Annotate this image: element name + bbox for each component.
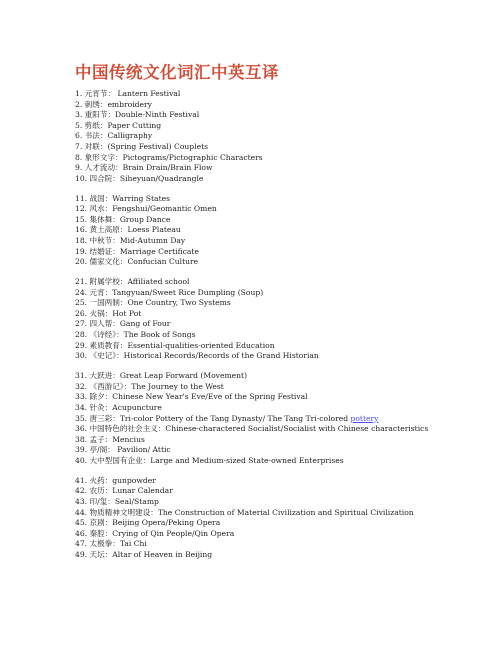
entry-text: 10. 四合院：Siheyuan/Quadrangle bbox=[75, 173, 204, 183]
glossary-entry bbox=[75, 392, 495, 403]
entry-text: 44. 物质精神文明建设：The Construction of Material Civilization and Spiritual Civilization bbox=[75, 507, 414, 517]
entry-text: 1. 元宵节： Lantern Festival bbox=[75, 89, 181, 98]
glossary-entry bbox=[75, 508, 495, 519]
glossary-entry bbox=[75, 194, 495, 205]
pottery-link[interactable]: pottery bbox=[350, 413, 379, 423]
entry-text: 3. 重阳节：Double-Ninth Festival bbox=[75, 110, 200, 120]
entry-group bbox=[75, 371, 495, 466]
glossary-entry bbox=[75, 100, 495, 111]
entry-text: 31. 大跃进：Great Leap Forward (Movement) bbox=[75, 371, 248, 381]
glossary-entry bbox=[75, 414, 495, 425]
glossary-entry bbox=[75, 539, 495, 550]
entry-text: 6. 书法：Calligraphy bbox=[75, 131, 153, 141]
entry-text: 42. 农历：Lunar Calendar bbox=[75, 486, 173, 496]
glossary-entry bbox=[75, 298, 495, 309]
glossary-entry bbox=[75, 121, 495, 132]
glossary-entry bbox=[75, 486, 495, 497]
entry-group bbox=[75, 277, 495, 362]
glossary-entry bbox=[75, 456, 495, 467]
entry-text: 34. 针灸：Acupuncture bbox=[75, 402, 162, 412]
glossary-entry bbox=[75, 424, 495, 435]
entry-text: 39. 亭/阁： Pavilion/ Attic bbox=[75, 445, 171, 455]
entry-text: 46. 秦腔：Crying of Qin People/Qin Opera bbox=[75, 528, 235, 538]
glossary-entry bbox=[75, 550, 495, 561]
entry-text: 33. 除夕：Chinese New Year's Eve/Eve of the Spring Festival bbox=[75, 392, 308, 402]
entry-group bbox=[75, 89, 495, 184]
glossary-entry bbox=[75, 341, 495, 352]
glossary-entry bbox=[75, 319, 495, 330]
entry-text: 25. 一国两制：One Country, Two Systems bbox=[75, 298, 231, 308]
entry-text: 49. 天坛：Altar of Heaven in Beijing bbox=[75, 549, 213, 559]
entry-text: 24. 元宵：Tangyuan/Sweet Rice Dumpling (Soup) bbox=[75, 287, 264, 297]
glossary-entry bbox=[75, 476, 495, 487]
glossary-entry bbox=[75, 529, 495, 540]
entry-text: 47. 太极拳：Tai Chi bbox=[75, 539, 147, 549]
entry-text: 35. 唐三彩：Tri-color Pottery of the Tang Dynasty/ The Tang Tri-colored bbox=[75, 413, 351, 423]
entry-text: 21. 附属学校：Affiliated school bbox=[75, 277, 190, 287]
glossary-entry bbox=[75, 445, 495, 456]
glossary-entry bbox=[75, 382, 495, 393]
entry-text: 41. 火药：gunpowder bbox=[75, 475, 156, 485]
entry-text: 29. 素质教育：Essential-qualities-oriented Education bbox=[75, 340, 275, 350]
entry-text: 45. 京剧：Beijing Opera/Peking Opera bbox=[75, 518, 221, 528]
entry-text: 38. 孟子：Mencius bbox=[75, 434, 145, 444]
glossary-entry bbox=[75, 131, 495, 142]
entry-text: 27. 四人帮：Gang of Four bbox=[75, 319, 171, 329]
glossary-entry bbox=[75, 309, 495, 320]
glossary-entry bbox=[75, 330, 495, 341]
entry-text: 36. 中国特色的社会主义：Chinese-charactered Socialist/Socialist with Chinese characteristics bbox=[75, 424, 429, 434]
entry-text: 5. 剪纸：Paper Cutting bbox=[75, 120, 162, 130]
glossary-entry bbox=[75, 110, 495, 121]
entry-group bbox=[75, 476, 495, 561]
glossary-list bbox=[75, 89, 495, 570]
glossary-entry bbox=[75, 403, 495, 414]
entry-group bbox=[75, 194, 495, 268]
glossary-entry bbox=[75, 89, 495, 100]
glossary-entry bbox=[75, 153, 495, 164]
entry-text: 2. 刺绣：embroidery bbox=[75, 99, 152, 109]
entry-text: 12. 风水：Fengshui/Geomantic Omen bbox=[75, 204, 217, 214]
entry-text: 11. 战国：Warring States bbox=[75, 193, 171, 203]
glossary-entry bbox=[75, 351, 495, 362]
glossary-entry bbox=[75, 518, 495, 529]
entry-text: 28. 《诗经》：The Book of Songs bbox=[75, 330, 196, 340]
glossary-entry bbox=[75, 288, 495, 299]
entry-text: 40. 大中型国有企业：Large and Medium-sized State-owned Enterprises bbox=[75, 455, 344, 465]
entry-text: 9. 人才流动：Brain Drain/Brain Flow bbox=[75, 163, 213, 173]
entry-text: 8. 象形文字：Pictograms/Pictographic Characters bbox=[75, 152, 263, 162]
entry-text: 32. 《西游记》：The Journey to the West bbox=[75, 381, 224, 391]
glossary-entry bbox=[75, 174, 495, 185]
entry-text: 19. 结婚证：Marriage Certificate bbox=[75, 246, 199, 256]
entry-text: 18. 中秋节：Mid-Autumn Day bbox=[75, 236, 186, 246]
glossary-entry bbox=[75, 277, 495, 288]
glossary-entry bbox=[75, 204, 495, 215]
glossary-entry bbox=[75, 236, 495, 247]
entry-text: 30. 《史记》：Historical Records/Records of the Grand Historian bbox=[75, 351, 319, 361]
entry-text: 20. 儒家文化：Confucian Culture bbox=[75, 257, 199, 267]
glossary-entry bbox=[75, 435, 495, 446]
entry-text: 15. 集体舞：Group Dance bbox=[75, 214, 171, 224]
glossary-entry bbox=[75, 247, 495, 258]
entry-text: 16. 黄土高原：Loess Plateau bbox=[75, 225, 181, 235]
entry-text: 26. 火锅：Hot Pot bbox=[75, 308, 142, 318]
entry-text: 43. 印/玺：Seal/Stamp bbox=[75, 496, 159, 506]
glossary-entry bbox=[75, 142, 495, 153]
glossary-entry bbox=[75, 497, 495, 508]
entry-text: 7. 对联：(Spring Festival) Couplets bbox=[75, 141, 209, 151]
glossary-entry bbox=[75, 257, 495, 268]
glossary-entry bbox=[75, 215, 495, 226]
glossary-entry bbox=[75, 225, 495, 236]
page-title: 中国传统文化词汇中英互译 bbox=[75, 63, 279, 82]
glossary-entry bbox=[75, 371, 495, 382]
glossary-entry bbox=[75, 163, 495, 174]
